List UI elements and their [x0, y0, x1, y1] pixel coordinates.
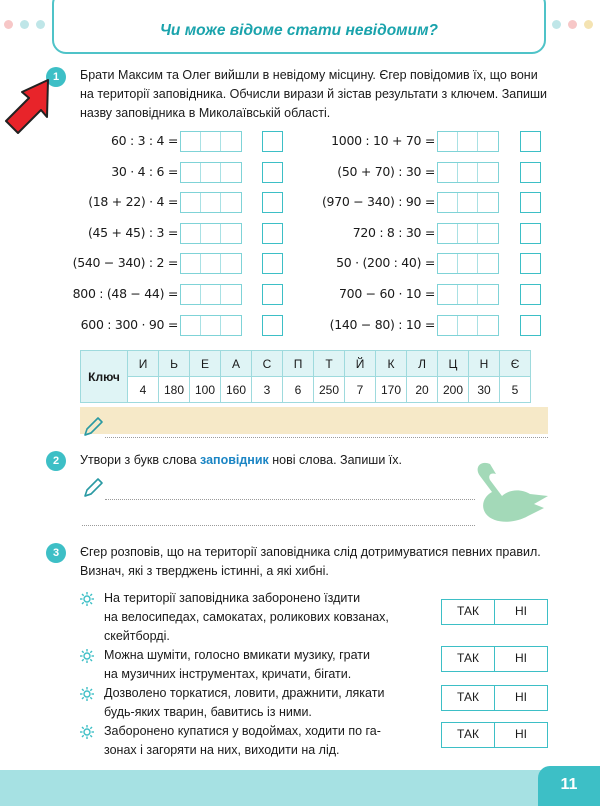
sun-bullet-icon — [80, 592, 94, 606]
key-value: 5 — [500, 377, 531, 403]
letter-box[interactable] — [520, 223, 541, 244]
letter-box[interactable] — [262, 223, 283, 244]
key-value: 170 — [376, 377, 407, 403]
answer-line[interactable] — [105, 499, 475, 500]
statement-text: На території заповідника заборонено їздити на велосипедах, самокатах, роликових ковзанах, скейтборді. — [104, 591, 389, 643]
left-expression: 60 : 3 : 4 = — [111, 133, 178, 148]
key-letter: Н — [469, 351, 500, 377]
answer-cells[interactable] — [180, 284, 242, 305]
key-value: 200 — [438, 377, 469, 403]
letter-box[interactable] — [262, 284, 283, 305]
letter-box[interactable] — [262, 315, 283, 336]
left-expression: (45 + 45) : 3 = — [87, 225, 178, 240]
letter-box[interactable] — [520, 315, 541, 336]
answer-cells[interactable] — [437, 131, 499, 152]
key-label: Ключ — [81, 351, 128, 403]
title-frame — [52, 0, 546, 54]
answer-band — [80, 407, 548, 434]
swan-icon — [470, 458, 550, 526]
key-value: 6 — [283, 377, 314, 403]
false-option[interactable]: НІ — [515, 651, 527, 665]
letter-box[interactable] — [262, 131, 283, 152]
task-1-number: 1 — [46, 67, 66, 87]
sun-bullet-icon — [80, 725, 94, 739]
letter-box[interactable] — [262, 192, 283, 213]
false-option[interactable]: НІ — [515, 727, 527, 741]
pencil-icon — [82, 416, 104, 438]
right-expression: 1000 : 10 + 70 = — [331, 133, 435, 148]
pencil-icon — [82, 477, 104, 499]
decorative-dots-right — [548, 20, 600, 32]
key-letter: Т — [314, 351, 345, 377]
key-letter: Ц — [438, 351, 469, 377]
letter-box[interactable] — [262, 253, 283, 274]
answer-line[interactable] — [105, 437, 548, 438]
task-3-text: Єгер розповів, що на території заповідника слід дотримуватися певних правил. Визнач, які з тверджень істинні, а які хибні. — [80, 545, 541, 578]
true-option[interactable]: ТАК — [442, 647, 495, 671]
sun-bullet-icon — [80, 649, 94, 663]
answer-cells[interactable] — [180, 223, 242, 244]
key-letter: К — [376, 351, 407, 377]
key-value: 4 — [128, 377, 159, 403]
task-2-text: Утвори з букв слова заповідник нові слова. Запиши їх. — [80, 453, 402, 467]
sun-bullet-icon — [80, 687, 94, 701]
statement-text: Заборонено купатися у водоймах, ходити по га- зонах і загоряти на них, виходити на лід. — [104, 724, 381, 757]
key-value: 250 — [314, 377, 345, 403]
letter-box[interactable] — [262, 162, 283, 183]
statement-text: Дозволено торкатися, ловити, дражнити, лякати будь-яких тварин, бавитись із ними. — [104, 686, 385, 719]
left-expression: (18 + 22) · 4 = — [88, 194, 178, 209]
answer-cells[interactable] — [437, 315, 499, 336]
answer-cells[interactable] — [437, 253, 499, 274]
key-value: 160 — [221, 377, 252, 403]
key-letter: П — [283, 351, 314, 377]
left-expression: 600 : 300 · 90 = — [80, 317, 178, 332]
right-expression: (140 − 80) : 10 = — [329, 317, 435, 332]
right-expression: 700 − 60 · 10 = — [339, 286, 435, 301]
answer-cells[interactable] — [437, 284, 499, 305]
decorative-dots-left — [0, 20, 52, 32]
task-3-number: 3 — [46, 543, 66, 563]
bottom-band — [0, 770, 600, 806]
true-option[interactable]: ТАК — [442, 600, 495, 624]
key-value: 180 — [159, 377, 190, 403]
true-option[interactable]: ТАК — [442, 686, 495, 710]
answer-cells[interactable] — [180, 315, 242, 336]
answer-line[interactable] — [82, 525, 475, 526]
letter-box[interactable] — [520, 192, 541, 213]
key-letter: И — [128, 351, 159, 377]
task-1-text: Брати Максим та Олег вийшли в невідому місцину. Єгер повідомив їх, що вони на території заповідника. Обчисли вирази й зістав результати з ключем. Запиши назву заповідника в Миколаївській області. — [80, 68, 547, 120]
answer-cells[interactable] — [180, 253, 242, 274]
task-2-number: 2 — [46, 451, 66, 471]
page-number: 11 — [538, 766, 600, 806]
answer-cells[interactable] — [180, 131, 242, 152]
letter-box[interactable] — [520, 131, 541, 152]
key-letter: Л — [407, 351, 438, 377]
true-false-choice — [441, 685, 548, 711]
key-letter: С — [252, 351, 283, 377]
true-option[interactable]: ТАК — [442, 723, 495, 747]
key-letter: Й — [345, 351, 376, 377]
key-value: 20 — [407, 377, 438, 403]
key-value: 30 — [469, 377, 500, 403]
true-false-choice — [441, 722, 548, 748]
letter-box[interactable] — [520, 284, 541, 305]
key-letter: А — [221, 351, 252, 377]
page-title: Чи може відоме стати невідомим? — [159, 22, 439, 39]
left-expression: (540 − 340) : 2 = — [72, 255, 178, 270]
false-option[interactable]: НІ — [515, 690, 527, 704]
answer-cells[interactable] — [437, 162, 499, 183]
false-option[interactable]: НІ — [515, 604, 527, 618]
right-expression: (970 − 340) : 90 = — [321, 194, 435, 209]
true-false-choice — [441, 646, 548, 672]
left-expression: 30 · 4 : 6 = — [111, 164, 178, 179]
right-expression: 720 : 8 : 30 = — [352, 225, 435, 240]
true-false-choice — [441, 599, 548, 625]
right-expression: (50 + 70) : 30 = — [337, 164, 435, 179]
key-value: 7 — [345, 377, 376, 403]
letter-box[interactable] — [520, 162, 541, 183]
answer-cells[interactable] — [180, 192, 242, 213]
key-value: 100 — [190, 377, 221, 403]
statement-text: Можна шуміти, голосно вмикати музику, грати на музичних інструментах, кричати, бігати. — [104, 648, 370, 681]
key-letter: Е — [190, 351, 221, 377]
key-letter: Ь — [159, 351, 190, 377]
answer-cells[interactable] — [437, 192, 499, 213]
key-table — [80, 350, 531, 403]
key-value: 3 — [252, 377, 283, 403]
right-expression: 50 · (200 : 40) = — [336, 255, 435, 270]
left-expression: 800 : (48 − 44) = — [72, 286, 178, 301]
letter-box[interactable] — [520, 253, 541, 274]
key-letter: Є — [500, 351, 531, 377]
red-arrow-icon — [4, 78, 52, 136]
answer-cells[interactable] — [180, 162, 242, 183]
answer-cells[interactable] — [437, 223, 499, 244]
